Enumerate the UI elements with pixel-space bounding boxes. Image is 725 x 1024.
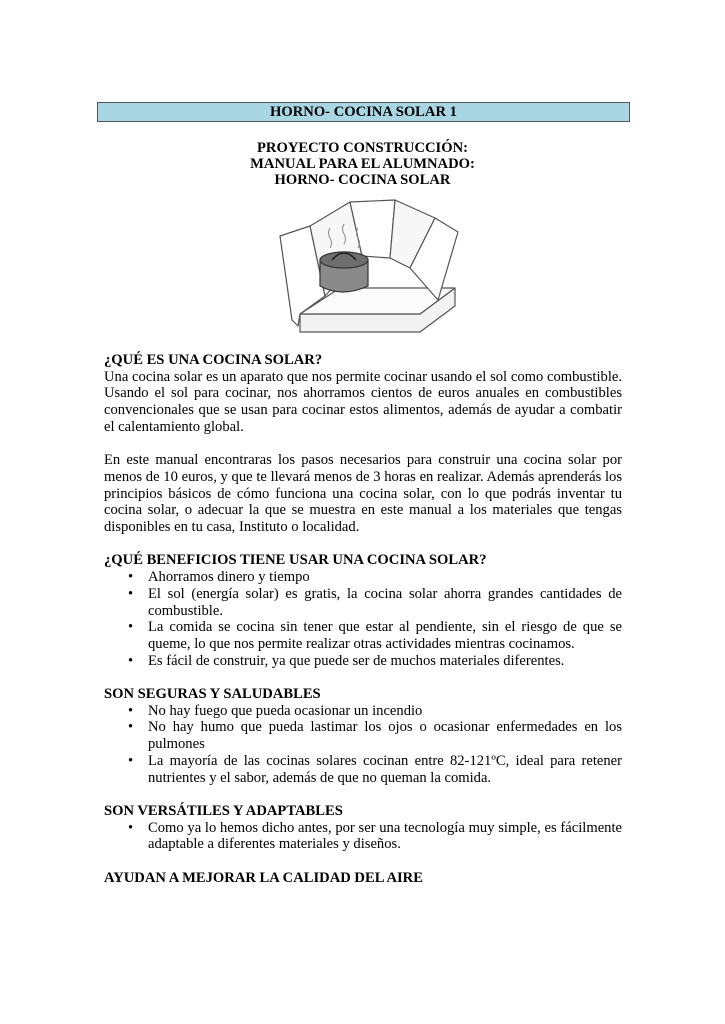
list-item: • No hay humo que pueda lastimar los ojos o ocasionar enfermedades en los pulmones: [104, 719, 622, 752]
list-item: • Como ya lo hemos dicho antes, por ser una tecnología muy simple, es fácilmente adaptable a diferentes materiales y diseños.: [104, 820, 622, 853]
list-item: • Ahorramos dinero y tiempo: [104, 569, 622, 586]
header-title: HORNO- COCINA SOLAR 1: [270, 104, 457, 120]
section-heading-que-es: ¿QUÉ ES UNA COCINA SOLAR?: [104, 352, 323, 368]
section-heading-beneficios: ¿QUÉ BENEFICIOS TIENE USAR UNA COCINA SOLAR?: [104, 552, 487, 569]
list-item: • El sol (energía solar) es gratis, la cocina solar ahorra grandes cantidades de combustible.: [104, 586, 622, 619]
paragraph-2: En este manual encontraras los pasos necesarios para construir una cocina solar por menos de 10 euros, y que te llevará menos de 3 horas en realizar. Además aprenderás los principios básicos de cómo funciona una cocina solar, con lo que podrás inventar tu cocina solar, o adecuar la que se muestra en este manual a los materiales que tengas disponibles en tu casa, Instituto o localidad.: [104, 452, 622, 536]
list-seguras: [104, 703, 622, 787]
section-heading-calidad-aire: AYUDAN A MEJORAR LA CALIDAD DEL AIRE: [104, 869, 423, 886]
list-item: • La comida se cocina sin tener que estar al pendiente, sin el riesgo de que se queme, lo que nos permite realizar otras actividades mientras cocinamos.: [104, 619, 622, 652]
section-heading-versatiles: SON VERSÁTILES Y ADAPTABLES: [104, 802, 343, 819]
document-header: [97, 102, 630, 122]
list-versatiles: [104, 820, 622, 853]
document-body: [104, 352, 622, 886]
document-titles: [0, 140, 725, 188]
paragraph-1: Una cocina solar es un aparato que nos permite cocinar usando el sol como combustible. Usando el sol para cocinar, nos ahorramos cientos de euros anuales en combustibles convencionales que se usan para cocinar estos alimentos, además de ayudar a combatir el calentamiento global.: [104, 368, 622, 435]
title-line-3: HORNO- COCINA SOLAR: [274, 172, 451, 188]
list-item: • La mayoría de las cocinas solares cocinan entre 82-121ºC, ideal para retener nutrientes y el sabor, además de que no queman la comida.: [104, 753, 622, 786]
title-line-1: PROYECTO CONSTRUCCIÓN:: [257, 140, 468, 156]
title-line-2: MANUAL PARA EL ALUMNADO:: [250, 156, 475, 172]
pot-icon: [320, 252, 368, 292]
list-item: • Es fácil de construir, ya que puede ser de muchos materiales diferentes.: [104, 653, 622, 670]
solar-cooker-illustration: [270, 196, 460, 336]
list-beneficios: [104, 569, 622, 669]
section-heading-seguras: SON SEGURAS Y SALUDABLES: [104, 686, 321, 703]
list-item: • No hay fuego que pueda ocasionar un incendio: [104, 703, 622, 720]
